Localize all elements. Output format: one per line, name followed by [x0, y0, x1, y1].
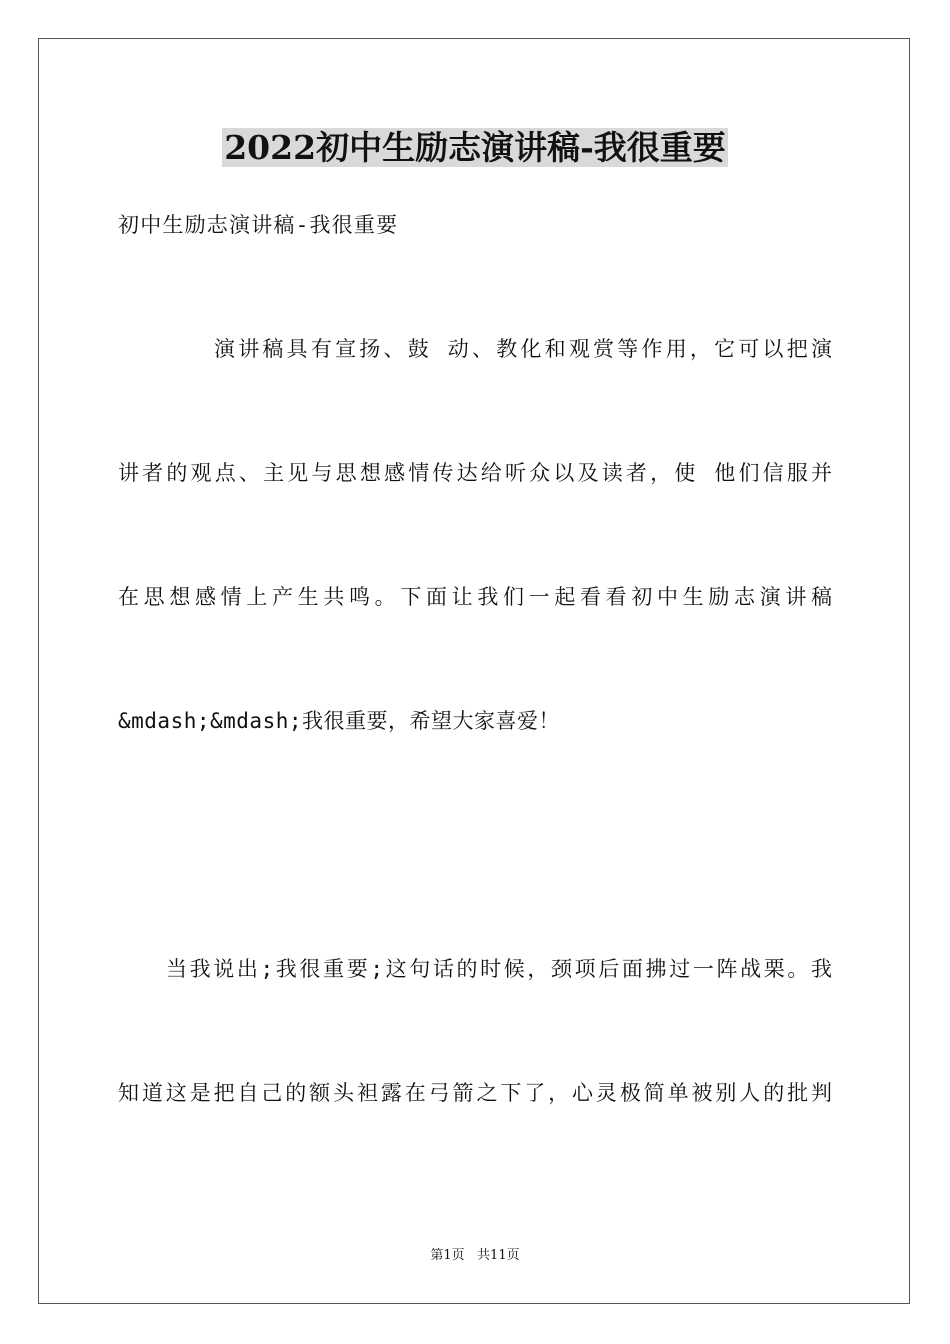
paragraph1-line1: 演讲稿具有宣扬、鼓 动、教化和观赏等作用，它可以把演 — [214, 337, 832, 361]
document-subtitle: 初中生励志演讲稿-我很重要 — [118, 213, 399, 237]
paragraph1-line3: 在思想感情上产生共鸣。下面让我们一起看看初中生励志演讲稿 — [118, 585, 832, 609]
paragraph2-line2: 知道这是把自己的额头袒露在弓箭之下了，心灵极简单被别人的批判 — [118, 1081, 832, 1105]
page-footer: 第1页 共11页 — [430, 1248, 520, 1263]
paragraph1-line4: &mdash;&mdash;我很重要，希望大家喜爱！ — [118, 709, 561, 733]
document-title-text: 2022初中生励志演讲稿-我很重要 — [224, 128, 726, 167]
paragraph2-line1: 当我说出;我很重要;这句话的时候，颈项后面拂过一阵战栗。我 — [166, 957, 832, 981]
document-title — [0, 126, 950, 170]
paragraph1-line2: 讲者的观点、主见与思想感情传达给听众以及读者，使 他们信服并 — [118, 461, 832, 485]
